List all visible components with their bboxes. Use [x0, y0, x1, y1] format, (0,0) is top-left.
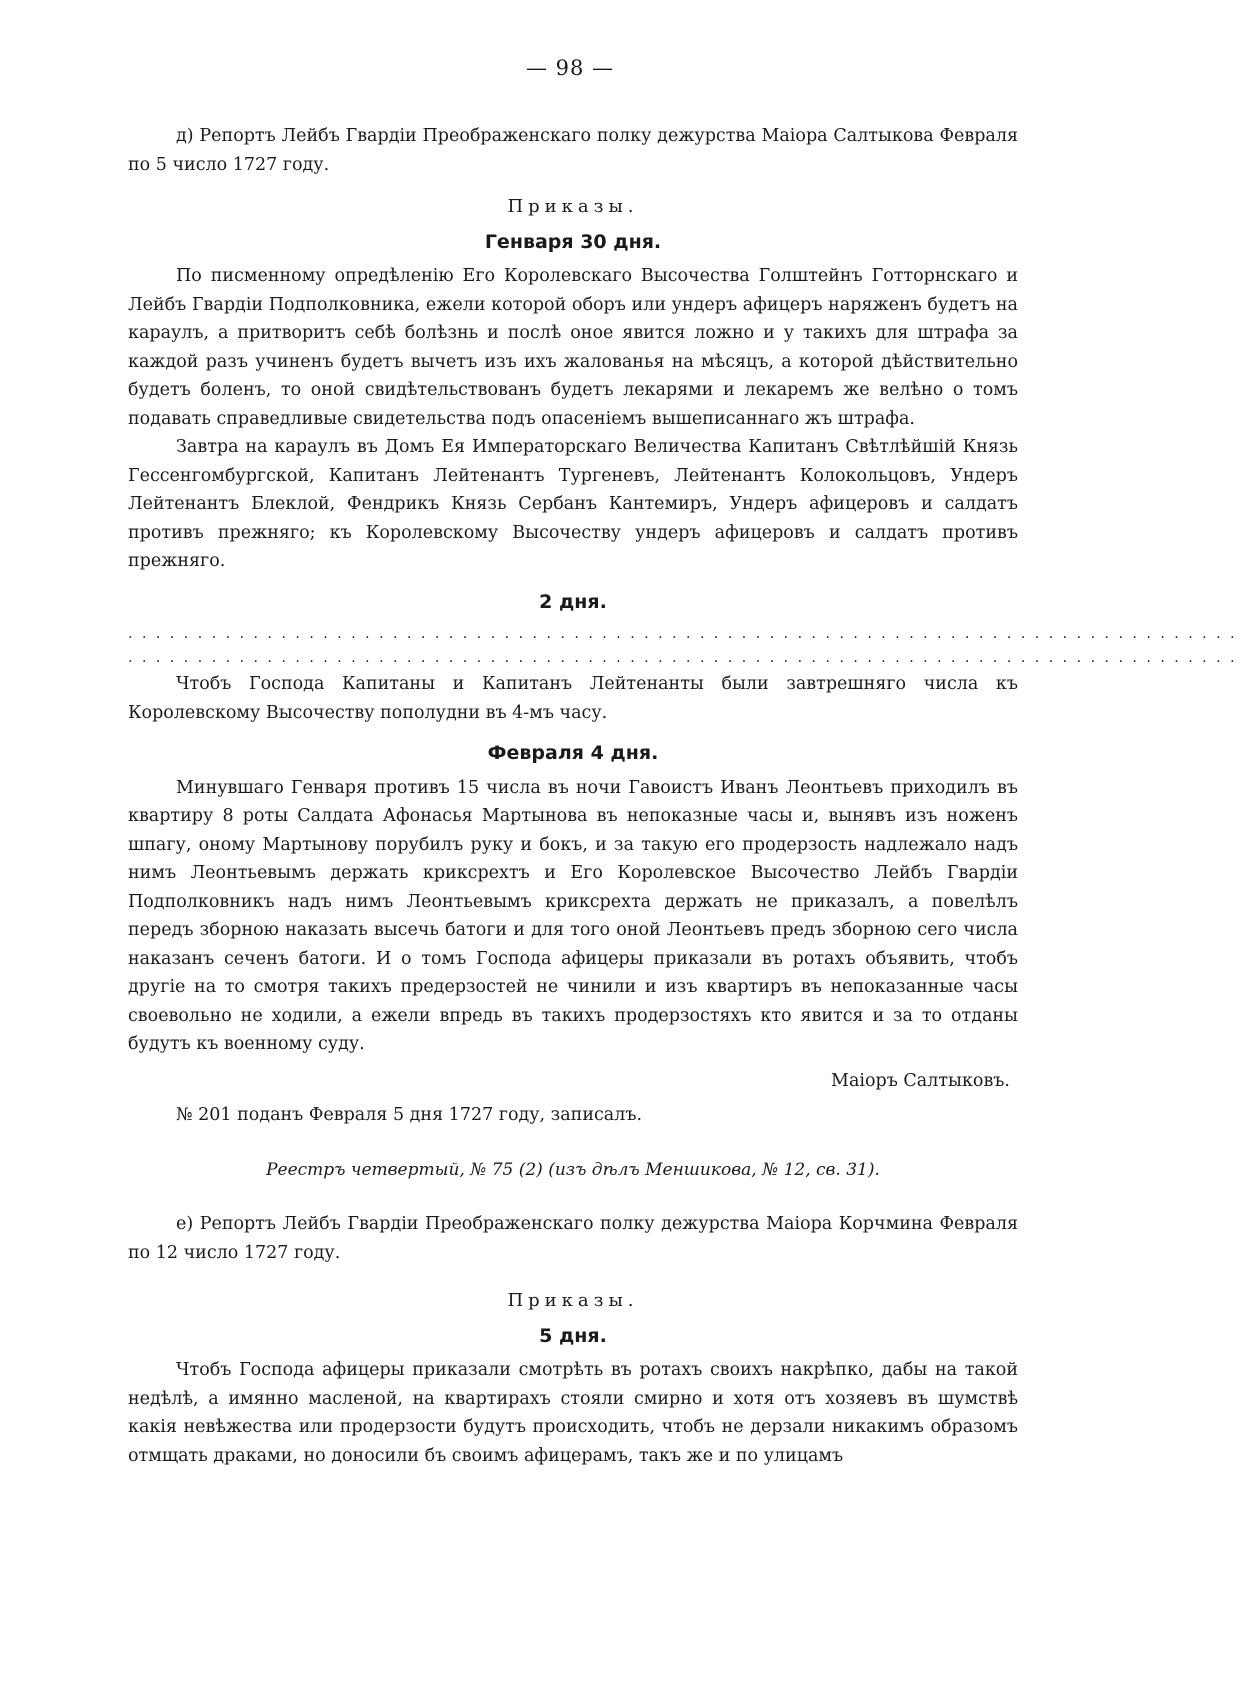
date-heading-5: 5 дня. [539, 1324, 607, 1347]
orders-heading: Приказы. [507, 1290, 639, 1311]
section-d-intro: д) Репортъ Лейбъ Гвардiи Преображенскаго полку дежурства Маiора Салтыкова Февраля по 5 число 1727 году. [128, 126, 1018, 175]
date-heading-jan-30: Генваря 30 дня. [484, 230, 662, 253]
filing-note: № 201 поданъ Февраля 5 дня 1727 году, записалъ. [176, 1105, 643, 1125]
page-content [128, 122, 1244, 1470]
section-e-intro: е) Репортъ Лейбъ Гвардiи Преображенскаго полку дежурства Маiора Корчмина Февраля по 12 число 1727 году. [128, 1214, 1018, 1263]
orders-heading: Приказы. [507, 196, 639, 217]
registry-reference: Реестръ четвертый, № 75 (2) (изъ дѣлъ Меншикова, № 12, св. 31). [266, 1159, 880, 1180]
ellipsis-line: ................................................................................ [128, 626, 1244, 642]
signature: Маiоръ Салтыковъ. [831, 1070, 1010, 1091]
ellipsis-line: ................................................................................ [128, 650, 1244, 666]
date-heading-2: 2 дня. [539, 590, 607, 613]
paragraph: Чтобъ Господа Капитаны и Капитанъ Лейтенанты были завтрешняго числа къ Королевскому Высочеству пополудни въ 4-мъ часу. [128, 674, 1018, 723]
paragraph: Чтобъ Господа афицеры приказали смотрѣть въ ротахъ своихъ накрѣпко, дабы на такой недѣлѣ, а имянно масленой, на квартирахъ стояли смирно и хотя отъ хозяевъ въ шумствѣ какiя невѣжества или продерзости будутъ происходить, чтобъ не дерзали никакимъ образомъ отмщать драками, но доносили бъ своимъ афицерамъ, такъ же и по улицамъ [128, 1360, 1018, 1466]
paragraph: Завтра на караулъ въ Домъ Ея Императорскаго Величества Капитанъ Свѣтлѣйшiй Князь Гессенгомбургской, Капитанъ Лейтенантъ Тургеневъ, Лейтенантъ Колокольцовъ, Ундеръ Лейтенантъ Блеклой, Фендрикъ Князь Сербанъ Кантемиръ, Ундеръ афицеровъ и салдатъ противъ прежняго; къ Королевскому Высочеству ундеръ афицеровъ и салдатъ противъ прежняго. [128, 437, 1018, 571]
paragraph: Минувшаго Генваря противъ 15 числа въ ночи Гавоистъ Иванъ Леонтьевъ приходилъ въ квартиру 8 роты Салдата Афонасья Мартынова въ непоказные часы и, вынявъ изъ ноженъ шпагу, оному Мартынову порубилъ руку и бокъ, и за такую его продерзость надлежало надъ нимъ Леонтьевымъ держать крикcрехтъ и Его Королевское Высочество Лейбъ Гвардiи Подполковникъ надъ нимъ Леонтьевымъ крикcрехта держать не приказалъ, а повелѣлъ передъ зборною наказать высечь батоги и для того оной Леонтьевъ предъ зборною сего числа наказанъ сеченъ батоги. И о томъ Господа афицеры приказали въ ротахъ объявить, чтобъ другiе на то смотря такихъ предерзостей не чинили и изъ квартиръ въ непоказанные часы своевольно не ходили, а ежели впредь въ такихъ продерзостяхъ кто явится и за то отданы будутъ къ военному суду. [128, 777, 1018, 1054]
paragraph: По писменному опредѣленiю Его Королевскаго Высочества Голштейнъ Готторнскаго и Лейбъ Гвардiи Подполковника, ежели которой оборъ или ундеръ афицеръ наряженъ будетъ на караулъ, а притворитъ себѣ болѣзнь и послѣ оное явится ложно и у такихъ для штрафа за каждой разъ учиненъ будетъ вычетъ изъ ихъ жалованья на мѣсяцъ, а которой дѣйствительно будетъ боленъ, то оной свидѣтельствованъ будетъ лекарями и лекаремъ же велѣно о томъ подавать справедливые свидетельства подъ опасенiемъ вышеписаннаго жъ штрафа. [128, 266, 1018, 429]
date-heading-feb-4: Февраля 4 дня. [487, 742, 659, 764]
page-number: — 98 — [525, 56, 615, 80]
